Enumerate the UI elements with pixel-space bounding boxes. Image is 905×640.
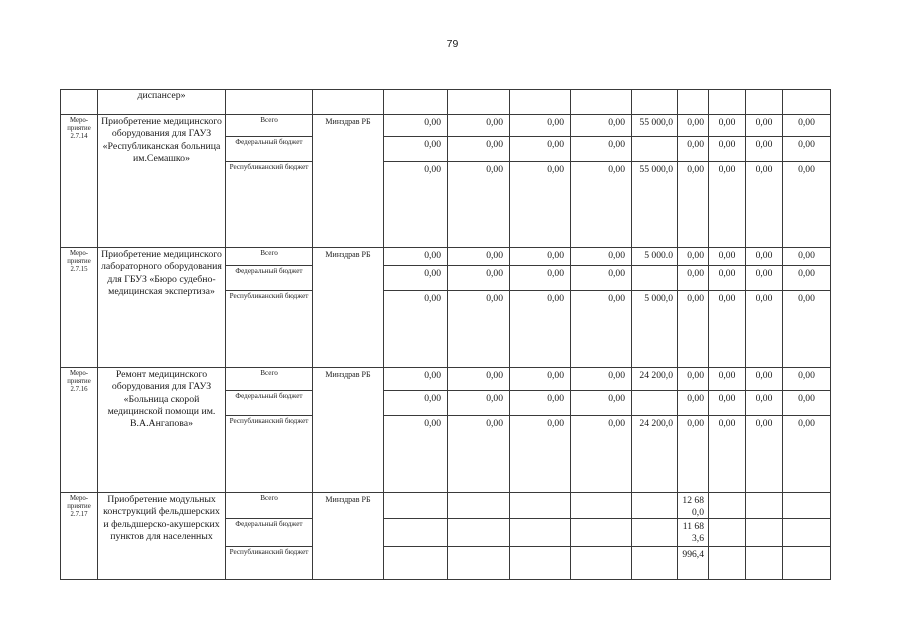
value-cell: 0,00: [384, 266, 448, 291]
value-cell: 0,00: [746, 162, 783, 248]
value-cell: [709, 493, 746, 519]
measure-code: Меро-приятие 2.7.17: [61, 493, 98, 580]
value-cell: 0,00: [709, 248, 746, 266]
value-cell: [783, 493, 831, 519]
value-cell: 0,00: [571, 137, 632, 162]
value-cell: 0,00: [448, 416, 510, 493]
value-cell: 0,00: [510, 291, 571, 368]
value-cell: 0,00: [746, 248, 783, 266]
value-cell: 0,00: [678, 291, 709, 368]
value-cell: 0,00: [709, 291, 746, 368]
funding-source-total: Всего: [226, 493, 313, 519]
budget-table: [60, 89, 831, 580]
value-cell: 0,00: [571, 416, 632, 493]
value-cell: 0,00: [571, 162, 632, 248]
funding-source-republic: Республиканский бюджет: [226, 547, 313, 580]
funding-source-total: Всего: [226, 248, 313, 266]
value-cell: 0,00: [746, 266, 783, 291]
value-cell: 0,00: [783, 162, 831, 248]
value-cell: [448, 547, 510, 580]
value-cell: 0,00: [384, 137, 448, 162]
value-cell: 24 200,0: [632, 416, 678, 493]
value-cell: 0,00: [384, 248, 448, 266]
value-cell: 0,00: [448, 368, 510, 391]
value-cell: 0,00: [746, 115, 783, 137]
value-cell: 0,00: [448, 248, 510, 266]
value-cell: [746, 519, 783, 547]
value-cell: 0,00: [678, 416, 709, 493]
value-cell: 0,00: [510, 137, 571, 162]
measure-code: Меро-приятие 2.7.15: [61, 248, 98, 368]
value-cell: 0,00: [678, 115, 709, 137]
value-cell: [632, 519, 678, 547]
value-cell: 0,00: [678, 266, 709, 291]
measure-code: Меро-приятие 2.7.14: [61, 115, 98, 248]
value-cell: 0,00: [448, 115, 510, 137]
value-cell: 0,00: [709, 162, 746, 248]
value-cell: 0,00: [448, 137, 510, 162]
value-cell: 0,00: [571, 391, 632, 416]
value-cell: 0,00: [384, 391, 448, 416]
funding-source-federal: Федеральный бюджет: [226, 519, 313, 547]
value-cell: 5 000.0: [632, 248, 678, 266]
value-cell: 55 000,0: [632, 162, 678, 248]
value-cell: 0,00: [571, 115, 632, 137]
value-cell: 0,00: [746, 416, 783, 493]
value-cell: 12 680,0: [678, 493, 709, 519]
value-cell: 0,00: [783, 391, 831, 416]
value-cell: [384, 493, 448, 519]
value-cell: 0,00: [510, 162, 571, 248]
measure-name: Ремонт медицинского оборудования для ГАУЗ «Больница скорой медицинской помощи им. В.А.Ангапова»: [98, 368, 226, 493]
value-cell: [510, 493, 571, 519]
value-cell: 996,4: [678, 547, 709, 580]
value-cell: [783, 519, 831, 547]
budget-table-body: [61, 90, 831, 580]
value-cell: 0,00: [510, 115, 571, 137]
table-row: [61, 493, 831, 519]
table-row: [61, 368, 831, 391]
value-cell: 0,00: [783, 291, 831, 368]
value-cell: 0,00: [678, 391, 709, 416]
value-cell: 0,00: [510, 266, 571, 291]
value-cell: 0,00: [783, 115, 831, 137]
value-cell: 0,00: [571, 291, 632, 368]
value-cell: 0,00: [709, 391, 746, 416]
funding-source-federal: Федеральный бюджет: [226, 391, 313, 416]
executor: Минздрав РБ: [313, 248, 384, 368]
value-cell: [510, 547, 571, 580]
value-cell: 0,00: [510, 416, 571, 493]
value-cell: 0,00: [510, 391, 571, 416]
value-cell: 0,00: [678, 248, 709, 266]
value-cell: 0,00: [571, 248, 632, 266]
value-cell: 0,00: [783, 137, 831, 162]
value-cell: [632, 137, 678, 162]
funding-source-republic: Республиканский бюджет: [226, 416, 313, 493]
value-cell: [709, 547, 746, 580]
value-cell: 0,00: [709, 416, 746, 493]
funding-source-total: Всего: [226, 368, 313, 391]
value-cell: 0,00: [678, 162, 709, 248]
value-cell: 0,00: [571, 266, 632, 291]
measure-code: Меро-приятие 2.7.16: [61, 368, 98, 493]
measure-name: Приобретение модульных конструкций фельдшерских и фельдшерско-акушерских пунктов для населенных: [98, 493, 226, 580]
value-cell: [746, 493, 783, 519]
value-cell: 0,00: [384, 416, 448, 493]
value-cell: [783, 547, 831, 580]
value-cell: [571, 547, 632, 580]
measure-name: Приобретение медицинского лабораторного оборудования для ГБУЗ «Бюро судебно-медицинская экспертиза»: [98, 248, 226, 368]
value-cell: 24 200,0: [632, 368, 678, 391]
value-cell: 55 000,0: [632, 115, 678, 137]
value-cell: 0,00: [448, 391, 510, 416]
value-cell: [632, 493, 678, 519]
value-cell: 11 683,6: [678, 519, 709, 547]
value-cell: 0,00: [746, 368, 783, 391]
funding-source-federal: Федеральный бюджет: [226, 137, 313, 162]
value-cell: [571, 519, 632, 547]
value-cell: [571, 493, 632, 519]
executor: Минздрав РБ: [313, 493, 384, 580]
value-cell: 0,00: [448, 291, 510, 368]
continuation-text: диспансер»: [98, 90, 226, 115]
table-cell: [61, 90, 98, 115]
table-row: [61, 90, 831, 115]
value-cell: 0,00: [678, 137, 709, 162]
value-cell: [709, 519, 746, 547]
funding-source-republic: Республиканский бюджет: [226, 162, 313, 248]
value-cell: 0,00: [384, 368, 448, 391]
value-cell: [632, 547, 678, 580]
value-cell: 0,00: [746, 391, 783, 416]
value-cell: 0,00: [783, 266, 831, 291]
value-cell: 0,00: [678, 368, 709, 391]
value-cell: [632, 266, 678, 291]
value-cell: 0,00: [709, 368, 746, 391]
value-cell: 0,00: [783, 248, 831, 266]
value-cell: 0,00: [783, 368, 831, 391]
funding-source-total: Всего: [226, 115, 313, 137]
value-cell: [448, 519, 510, 547]
page-number: 79: [446, 38, 459, 50]
executor: Минздрав РБ: [313, 368, 384, 493]
funding-source-republic: Республиканский бюджет: [226, 291, 313, 368]
value-cell: 0,00: [709, 137, 746, 162]
value-cell: [384, 519, 448, 547]
value-cell: 5 000,0: [632, 291, 678, 368]
value-cell: 0,00: [510, 248, 571, 266]
value-cell: 0,00: [709, 115, 746, 137]
value-cell: [746, 547, 783, 580]
table-row: [61, 115, 831, 137]
value-cell: 0,00: [783, 416, 831, 493]
value-cell: [632, 391, 678, 416]
value-cell: 0,00: [384, 162, 448, 248]
executor: Минздрав РБ: [313, 115, 384, 248]
value-cell: 0,00: [384, 291, 448, 368]
value-cell: 0,00: [384, 115, 448, 137]
value-cell: [510, 519, 571, 547]
value-cell: 0,00: [709, 266, 746, 291]
table-row: [61, 248, 831, 266]
funding-source-federal: Федеральный бюджет: [226, 266, 313, 291]
value-cell: [384, 547, 448, 580]
value-cell: 0,00: [746, 137, 783, 162]
measure-name: Приобретение медицинского оборудования для ГАУЗ «Республиканская больница им.Семашко»: [98, 115, 226, 248]
value-cell: 0,00: [571, 368, 632, 391]
value-cell: [448, 493, 510, 519]
value-cell: 0,00: [448, 266, 510, 291]
value-cell: 0,00: [510, 368, 571, 391]
value-cell: 0,00: [746, 291, 783, 368]
value-cell: 0,00: [448, 162, 510, 248]
